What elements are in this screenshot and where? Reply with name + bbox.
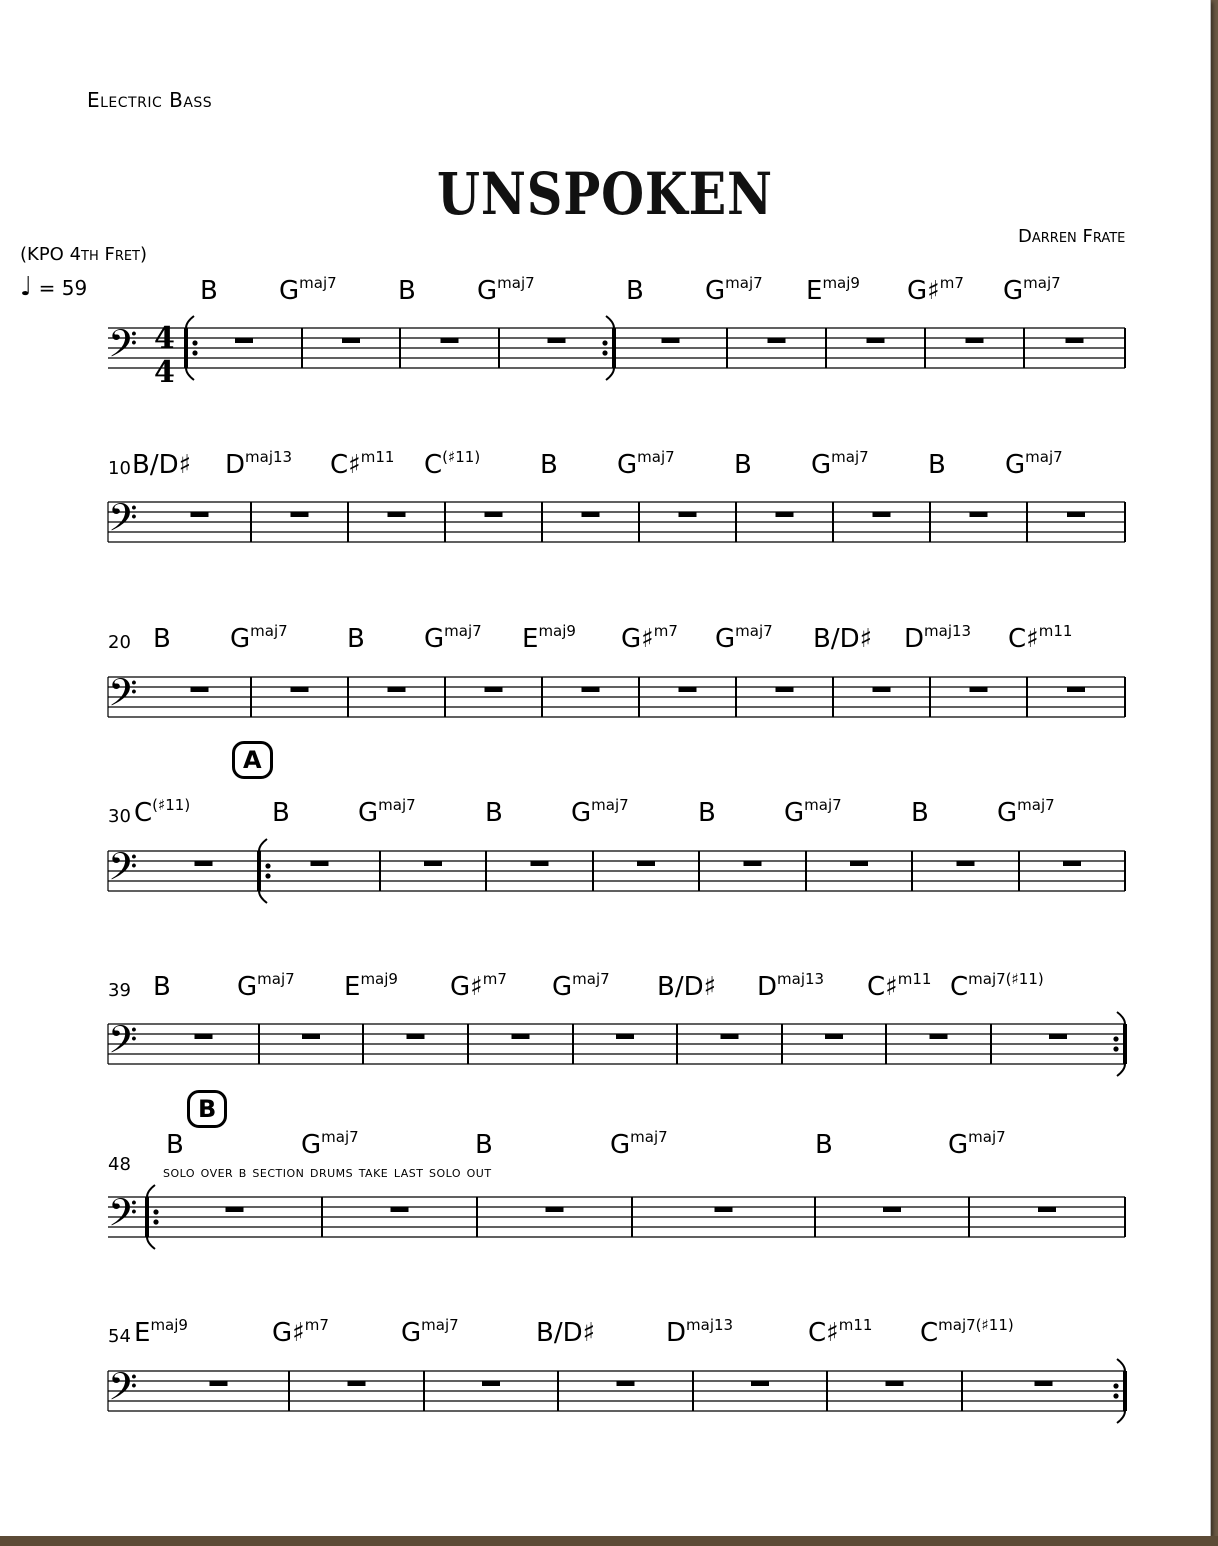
chord-symbol: $D^{maj13}$ xyxy=(904,622,972,654)
whole-rest xyxy=(970,512,988,517)
chord-symbol: $G^{maj7}$ xyxy=(811,448,869,480)
chord-symbol: $G^{maj7}$ xyxy=(948,1128,1006,1160)
chord-symbol: B/D♯ xyxy=(657,972,717,1002)
whole-rest xyxy=(883,1207,901,1212)
whole-rest xyxy=(1066,338,1084,343)
bass-clef-icon: 𝄢 xyxy=(108,1364,138,1418)
whole-rest xyxy=(195,861,213,866)
measure-number: 54 xyxy=(108,1326,131,1347)
whole-rest xyxy=(485,687,503,692)
desktop-background-strip xyxy=(0,1536,1218,1546)
whole-rest xyxy=(679,512,697,517)
rehearsal-mark-a: A xyxy=(232,741,273,779)
chord-symbol: $G^{maj7}$ xyxy=(230,622,288,654)
whole-rest xyxy=(546,1207,564,1212)
chord-symbol: B xyxy=(698,798,716,828)
repeat-dot xyxy=(1113,1046,1118,1051)
rehearsal-mark-b: B xyxy=(187,1090,227,1128)
chord-symbol: $G^{maj7}$ xyxy=(571,796,629,828)
repeat-dot xyxy=(602,340,607,345)
whole-rest xyxy=(776,687,794,692)
whole-rest xyxy=(970,687,988,692)
chord-symbol: $G^{maj7}$ xyxy=(552,970,610,1002)
bass-clef-icon: 𝄢 xyxy=(108,844,138,898)
chord-symbol: $C^{(♯11)}$ xyxy=(134,796,191,828)
whole-rest xyxy=(1063,861,1081,866)
chord-symbol: $G^{maj7}$ xyxy=(997,796,1055,828)
whole-rest xyxy=(291,687,309,692)
tuning-note: (KPO 4th Fret) xyxy=(20,244,148,265)
time-signature-top: 4 xyxy=(154,321,175,356)
chord-symbol: $E^{maj9}$ xyxy=(344,970,398,1002)
whole-rest xyxy=(195,1034,213,1039)
score-title: UNSPOKEN xyxy=(437,160,773,228)
chord-symbol: C♯$^{m11}$ xyxy=(867,970,932,1002)
repeat-dot xyxy=(265,873,270,878)
repeat-dot xyxy=(153,1219,158,1224)
chord-symbol: $E^{maj9}$ xyxy=(134,1316,188,1348)
chord-symbol: C♯$^{m11}$ xyxy=(330,448,395,480)
whole-rest xyxy=(930,1034,948,1039)
chord-symbol: B xyxy=(734,450,752,480)
whole-rest xyxy=(348,1381,366,1386)
composer: Darren Frate xyxy=(1018,226,1126,247)
whole-rest xyxy=(531,861,549,866)
chord-symbol: B/D♯ xyxy=(536,1318,596,1348)
repeat-dot xyxy=(265,863,270,868)
chord-symbol: B xyxy=(475,1130,493,1160)
repeat-dot xyxy=(153,1209,158,1214)
measure-number: 39 xyxy=(108,980,131,1001)
whole-rest xyxy=(873,512,891,517)
repeat-dot xyxy=(1113,1036,1118,1041)
whole-rest xyxy=(1049,1034,1067,1039)
whole-rest xyxy=(637,861,655,866)
whole-rest xyxy=(850,861,868,866)
whole-rest xyxy=(1067,512,1085,517)
chord-symbol: B xyxy=(815,1130,833,1160)
repeat-dot xyxy=(602,350,607,355)
whole-rest xyxy=(1067,687,1085,692)
chord-symbol: $E^{maj9}$ xyxy=(806,274,860,306)
whole-rest xyxy=(191,512,209,517)
chord-symbol: B xyxy=(272,798,290,828)
whole-rest xyxy=(825,1034,843,1039)
chord-symbol: B/D♯ xyxy=(813,624,873,654)
chord-symbol: B xyxy=(166,1130,184,1160)
whole-rest xyxy=(867,338,885,343)
bass-clef-icon: 𝄢 xyxy=(108,1190,138,1244)
chord-symbol: B xyxy=(153,624,171,654)
chord-symbol: $G^{maj7}$ xyxy=(237,970,295,1002)
whole-rest xyxy=(482,1381,500,1386)
chord-symbol: $C^{(♯11)}$ xyxy=(424,448,481,480)
chord-symbol: B xyxy=(200,276,218,306)
chord-symbol: B xyxy=(626,276,644,306)
chord-symbol: $G^{maj7}$ xyxy=(705,274,763,306)
instrument-name: Electric Bass xyxy=(87,88,213,112)
whole-rest xyxy=(966,338,984,343)
whole-rest xyxy=(776,512,794,517)
whole-rest xyxy=(582,512,600,517)
whole-rest xyxy=(512,1034,530,1039)
chord-symbol: C♯$^{m11}$ xyxy=(808,1316,873,1348)
chord-symbol: $E^{maj9}$ xyxy=(522,622,576,654)
bass-clef-icon: 𝄢 xyxy=(108,321,138,375)
chord-symbol: $G^{maj7}$ xyxy=(617,448,675,480)
whole-rest xyxy=(391,1207,409,1212)
whole-rest xyxy=(441,338,459,343)
whole-rest xyxy=(886,1381,904,1386)
repeat-dot xyxy=(192,340,197,345)
whole-rest xyxy=(311,861,329,866)
chord-symbol: $G^{maj7}$ xyxy=(1005,448,1063,480)
whole-rest xyxy=(342,338,360,343)
chord-symbol: B xyxy=(347,624,365,654)
quarter-note-icon: ♩ xyxy=(20,272,33,302)
chord-symbol: $D^{maj13}$ xyxy=(666,1316,734,1348)
chord-symbol: B xyxy=(540,450,558,480)
whole-rest xyxy=(235,338,253,343)
whole-rest xyxy=(424,861,442,866)
chord-symbol: G♯$^{m7}$ xyxy=(907,274,964,306)
chord-symbol: B xyxy=(398,276,416,306)
chord-symbol: $D^{maj13}$ xyxy=(225,448,293,480)
whole-rest xyxy=(721,1034,739,1039)
chord-symbol: G♯$^{m7}$ xyxy=(272,1316,329,1348)
chord-symbol: $C^{maj7(♯11)}$ xyxy=(950,970,1044,1002)
whole-rest xyxy=(548,338,566,343)
chord-symbol: $G^{maj7}$ xyxy=(358,796,416,828)
whole-rest xyxy=(617,1381,635,1386)
whole-rest xyxy=(302,1034,320,1039)
chord-symbol: $C^{maj7(♯11)}$ xyxy=(920,1316,1014,1348)
measure-number: 20 xyxy=(108,632,131,653)
chord-symbol: $G^{maj7}$ xyxy=(401,1316,459,1348)
chord-symbol: $G^{maj7}$ xyxy=(477,274,535,306)
chord-symbol: G♯$^{m7}$ xyxy=(621,622,678,654)
chord-symbol: $G^{maj7}$ xyxy=(1003,274,1061,306)
whole-rest xyxy=(388,512,406,517)
chord-symbol: C♯$^{m11}$ xyxy=(1008,622,1073,654)
whole-rest xyxy=(1035,1381,1053,1386)
chord-symbol: $G^{maj7}$ xyxy=(424,622,482,654)
chord-symbol: B xyxy=(153,972,171,1002)
whole-rest xyxy=(744,861,762,866)
chord-symbol: $D^{maj13}$ xyxy=(757,970,825,1002)
solo-instruction: solo over b section drums take last solo out xyxy=(163,1162,492,1181)
measure-number: 10 xyxy=(108,458,131,479)
whole-rest xyxy=(662,338,680,343)
whole-rest xyxy=(226,1207,244,1212)
repeat-dot xyxy=(192,350,197,355)
measure-number: 48 xyxy=(108,1154,131,1175)
bass-clef-icon: 𝄢 xyxy=(108,495,138,549)
bass-clef-icon: 𝄢 xyxy=(108,670,138,724)
whole-rest xyxy=(715,1207,733,1212)
whole-rest xyxy=(768,338,786,343)
whole-rest xyxy=(679,687,697,692)
chord-symbol: $G^{maj7}$ xyxy=(610,1128,668,1160)
chord-symbol: B xyxy=(928,450,946,480)
whole-rest xyxy=(751,1381,769,1386)
repeat-dot xyxy=(1113,1383,1118,1388)
whole-rest xyxy=(485,512,503,517)
chord-symbol: $G^{maj7}$ xyxy=(715,622,773,654)
whole-rest xyxy=(957,861,975,866)
measure-number: 30 xyxy=(108,806,131,827)
bass-clef-icon: 𝄢 xyxy=(108,1017,138,1071)
whole-rest xyxy=(191,687,209,692)
whole-rest xyxy=(616,1034,634,1039)
whole-rest xyxy=(1038,1207,1056,1212)
chord-symbol: B xyxy=(911,798,929,828)
whole-rest xyxy=(582,687,600,692)
chord-symbol: $G^{maj7}$ xyxy=(279,274,337,306)
chord-symbol: $G^{maj7}$ xyxy=(301,1128,359,1160)
whole-rest xyxy=(291,512,309,517)
time-signature-bottom: 4 xyxy=(154,355,175,390)
whole-rest xyxy=(210,1381,228,1386)
tempo-value: = 59 xyxy=(38,276,88,300)
whole-rest xyxy=(388,687,406,692)
whole-rest xyxy=(407,1034,425,1039)
chord-symbol: $G^{maj7}$ xyxy=(784,796,842,828)
chord-symbol: B/D♯ xyxy=(132,450,192,480)
chord-symbol: B xyxy=(485,798,503,828)
chord-symbol: G♯$^{m7}$ xyxy=(450,970,507,1002)
repeat-dot xyxy=(1113,1393,1118,1398)
whole-rest xyxy=(873,687,891,692)
